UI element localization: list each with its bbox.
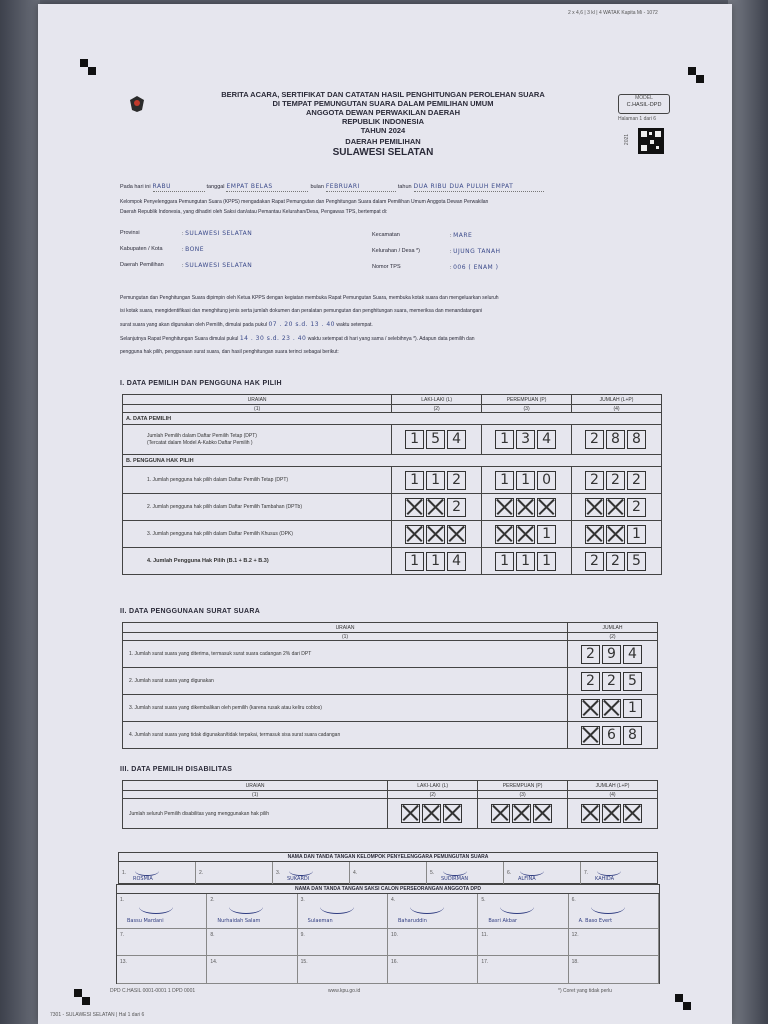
- col-jumlah: JUMLAH (L+P): [568, 781, 658, 791]
- row-label: 3. Jumlah surat suara yang dikembalikan oleh pemilih (karena rusak atau keliru coblos): [123, 695, 568, 722]
- intro-text: [120, 197, 700, 217]
- hari-label: Pada hari ini: [120, 184, 151, 190]
- col-number: (1): [123, 405, 392, 413]
- signature-name: Bassu Mardani: [127, 918, 164, 924]
- col-laki: LAKI-LAKI (L): [392, 395, 482, 405]
- digit-box: 2: [602, 672, 621, 691]
- col-number: (4): [572, 405, 662, 413]
- col-number: (2): [388, 791, 478, 799]
- saksi-signature-cell: [298, 929, 388, 956]
- saksi-title: NAMA DAN TANDA TANGAN SAKSI CALON PERSEORANGAN ANGGOTA DPD: [117, 885, 659, 894]
- digit-box: 1: [623, 699, 642, 718]
- digit-box: 4: [447, 430, 466, 449]
- provinsi-label: Provinsi: [120, 230, 140, 236]
- digit-box: 6: [602, 726, 621, 745]
- bulan-label: bulan: [310, 184, 324, 190]
- digit-box: 2: [606, 471, 625, 490]
- kecamatan-value: MARE: [453, 232, 473, 239]
- row-label: 1. Jumlah pengguna hak pilih dalam Daftar Pemilih Tetap (DPT): [123, 467, 392, 494]
- signature-number: 9.: [300, 932, 305, 938]
- digit-cell: [478, 799, 568, 829]
- digit-box: 2: [585, 430, 604, 449]
- signature-scribble: [229, 900, 263, 914]
- col-perempuan: PEREMPUAN (P): [478, 781, 568, 791]
- digit-cell: [568, 641, 658, 668]
- page-label: Halaman 1 dari 6: [618, 116, 657, 122]
- signature-number: 3.: [276, 870, 281, 876]
- crossed-digit-box: [623, 804, 642, 823]
- ballot-usage-table: [122, 622, 658, 749]
- group-b-label: B. PENGGUNA HAK PILIH: [123, 455, 662, 467]
- crossed-digit-box: [426, 498, 445, 517]
- voter-data-table: [122, 394, 662, 575]
- kpps-signature-cell: [427, 862, 504, 885]
- kabupaten-value: BONE: [185, 246, 205, 253]
- signature-scribble: [410, 900, 444, 914]
- kpps-signature-row: [119, 862, 657, 885]
- col-number: (1): [123, 791, 388, 799]
- signature-name: ROSMIA: [133, 876, 153, 882]
- body-line: waktu setempat di hari yang sama / selebihnya *). Adapun data pemilih dan: [307, 336, 475, 342]
- disability-table: [122, 780, 658, 829]
- fiducial-marker: [683, 1002, 691, 1010]
- signature-name: ALFINA: [518, 876, 536, 882]
- voting-time: 07 . 20 s.d. 13 . 40: [268, 321, 335, 328]
- tps-label: Nomor TPS: [372, 264, 401, 270]
- signature-number: 17.: [481, 959, 489, 965]
- body-line: isi kotak suara, mengidentifikasi dan menghitung jenis serta jumlah dokumen dan peralatan pemungutan dan penghitungan suara, memeriksa dan menandatangani: [120, 308, 483, 314]
- digit-box: 8: [627, 430, 646, 449]
- signature-number: 2.: [210, 897, 215, 903]
- row-label: 3. Jumlah pengguna hak pilih dalam Daftar Pemilih Khusus (DPK): [123, 521, 392, 548]
- saksi-signature-box: [116, 884, 660, 984]
- digit-cell: [482, 548, 572, 575]
- crossed-digit-box: [422, 804, 441, 823]
- digit-box: 8: [623, 726, 642, 745]
- kpps-signature-box: [118, 852, 658, 884]
- col-jumlah: JUMLAH (L+P): [572, 395, 662, 405]
- title-line: ANGGOTA DEWAN PERWAKILAN DAERAH: [305, 108, 461, 117]
- region-label: DAERAH PEMILIHAN: [345, 137, 421, 146]
- kpps-signature-cell: [196, 862, 273, 885]
- crossed-digit-box: [585, 498, 604, 517]
- body-paragraph: [120, 292, 700, 359]
- crossed-digit-box: [512, 804, 531, 823]
- saksi-signature-cell: [478, 956, 568, 984]
- region-title: SULAWESI SELATAN: [332, 147, 434, 158]
- signature-number: 6.: [507, 870, 512, 876]
- digit-box: 0: [537, 471, 556, 490]
- signature-number: 1.: [120, 897, 125, 903]
- digit-cell: [568, 799, 658, 829]
- tanggal-label: tanggal: [206, 184, 225, 190]
- digit-cell: [392, 467, 482, 494]
- digit-box: 3: [516, 430, 535, 449]
- signature-name: Baharuddin: [398, 918, 427, 924]
- title-line: TAHUN 2024: [360, 126, 406, 135]
- digit-cell: [482, 425, 572, 455]
- fiducial-marker: [80, 59, 88, 67]
- col-jumlah: JUMLAH: [568, 623, 658, 633]
- title-line: REPUBLIK INDONESIA: [341, 117, 425, 126]
- signature-number: 4.: [391, 897, 396, 903]
- kelurahan-label: Kelurahan / Desa *): [372, 248, 420, 254]
- kelurahan-value: UJUNG TANAH: [453, 248, 501, 255]
- fiducial-marker: [74, 989, 82, 997]
- digit-cell: [572, 548, 662, 575]
- hari-value: RABU: [153, 182, 205, 192]
- digit-box: 4: [537, 430, 556, 449]
- crossed-digit-box: [537, 498, 556, 517]
- saksi-signature-cell: [207, 956, 297, 984]
- digit-box: 2: [627, 498, 646, 517]
- kecamatan-label: Kecamatan: [372, 232, 400, 238]
- bulan-value: FEBRUARI: [326, 182, 396, 192]
- section-1-title: I. DATA PEMILIH DAN PENGGUNA HAK PILIH: [120, 380, 282, 387]
- signature-number: 3.: [300, 897, 305, 903]
- saksi-signature-cell: [569, 929, 659, 956]
- body-line: pengguna hak pilih, penggunaan surat suara, dan hasil penghitungan suara terinci sebagai berikut:: [120, 349, 339, 355]
- intro-line: Daerah Republik Indonesia, yang dihadiri oleh Saksi dan/atau Pemantau Kelurahan/Desa, Pengawas TPS, bertempat di:: [120, 209, 388, 215]
- signature-scribble: [320, 900, 354, 914]
- col-uraian: URAIAN: [123, 395, 392, 405]
- counting-time: 14 . 30 s.d. 23 . 40: [239, 335, 307, 342]
- crossed-digit-box: [495, 498, 514, 517]
- digit-cell: [482, 494, 572, 521]
- section-2-title: II. DATA PENGGUNAAN SURAT SUARA: [120, 608, 261, 615]
- digit-box: 1: [426, 552, 445, 571]
- digit-box: 5: [426, 430, 445, 449]
- tps-value: 006 ( ENAM ): [453, 264, 499, 271]
- body-line: Selanjutnya Rapat Penghitungan Suara dimulai pukul: [120, 336, 239, 342]
- signature-name: Sulaeman: [307, 918, 333, 924]
- crossed-digit-box: [426, 525, 445, 544]
- footer-center: www.kpu.go.id: [328, 988, 361, 994]
- digit-box: 1: [495, 430, 514, 449]
- digit-box: 1: [405, 552, 424, 571]
- digit-box: 1: [405, 471, 424, 490]
- kpps-signature-cell: [504, 862, 581, 885]
- digit-box: 2: [447, 471, 466, 490]
- col-number: (1): [123, 633, 568, 641]
- digit-cell: [482, 467, 572, 494]
- kpps-signature-cell: [273, 862, 350, 885]
- kpps-signature-cell: [350, 862, 427, 885]
- crossed-digit-box: [443, 804, 462, 823]
- digit-cell: [482, 521, 572, 548]
- signature-scribble: [443, 866, 467, 876]
- crossed-digit-box: [447, 525, 466, 544]
- digit-box: 1: [405, 430, 424, 449]
- digit-cell: [572, 467, 662, 494]
- saksi-signature-cell: [117, 929, 207, 956]
- row-label: 2. Jumlah surat suara yang digunakan: [123, 668, 568, 695]
- intro-line: Kelompok Penyelenggara Pemungutan Suara (KPPS) mengadakan Rapat Pemungutan dan Penghitungan Suara dalam Pemilihan Umum Anggota Dewan Perwakilan: [120, 199, 489, 205]
- signature-number: 18.: [571, 959, 579, 965]
- saksi-signature-cell: [478, 894, 568, 929]
- signature-name: KAHIDA: [595, 876, 615, 882]
- signature-number: 15.: [300, 959, 308, 965]
- signature-scribble: [591, 900, 625, 914]
- digit-cell: [568, 668, 658, 695]
- signature-number: 2.: [199, 870, 204, 876]
- body-line: waktu setempat.: [336, 322, 373, 328]
- model-code: C.HASIL-DPD: [626, 102, 662, 108]
- body-line: Pemungutan dan Penghitungan Suara dipimpin oleh Ketua KPPS dengan kegiatan membuka Rapat Pemungutan Suara, membuka kotak suara dan mengeluarkan seluruh: [120, 295, 499, 301]
- section-3-title: III. DATA PEMILIH DISABILITAS: [120, 766, 233, 773]
- signature-scribble: [139, 900, 173, 914]
- signature-number: 12.: [571, 932, 579, 938]
- digit-box: 2: [585, 471, 604, 490]
- crossed-digit-box: [606, 525, 625, 544]
- tanggal-value: EMPAT BELAS: [226, 182, 308, 192]
- saksi-signature-cell: [117, 894, 207, 929]
- signature-scribble: [520, 866, 544, 876]
- crossed-digit-box: [585, 525, 604, 544]
- title-line: BERITA ACARA, SERTIFIKAT DAN CATATAN HASIL PENGHITUNGAN PEROLEHAN SUARA: [221, 90, 545, 99]
- signature-name: SUKARDI: [287, 876, 310, 882]
- row-label: 4. Jumlah surat suara yang tidak digunakan/tidak terpakai, termasuk sisa surat suara cadangan: [123, 722, 568, 749]
- crossed-digit-box: [491, 804, 510, 823]
- digit-box: 2: [581, 672, 600, 691]
- saksi-signature-cell: [298, 894, 388, 929]
- digit-box: 1: [537, 552, 556, 571]
- col-number: (2): [392, 405, 482, 413]
- crossed-digit-box: [405, 498, 424, 517]
- row-note: (Tercatat dalam Model A-Kabko Daftar Pemilih ): [147, 439, 253, 446]
- signature-name: Basri Akbar: [488, 918, 518, 924]
- body-line: surat suara yang akan digunakan oleh Pemilih, dimulai pada pukul: [120, 322, 268, 328]
- kpps-signature-cell: [581, 862, 657, 885]
- kpu-logo-icon: [130, 96, 144, 112]
- group-a-label: A. DATA PEMILIH: [123, 413, 662, 425]
- footer-left: DPD C.HASIL 0001-0001 1 DPD 0001: [110, 988, 196, 994]
- crossed-digit-box: [602, 804, 621, 823]
- digit-box: 1: [495, 471, 514, 490]
- col-number: (3): [482, 405, 572, 413]
- signature-number: 14.: [210, 959, 218, 965]
- digit-cell: [392, 425, 482, 455]
- crossed-digit-box: [602, 699, 621, 718]
- model-box: [618, 94, 670, 114]
- kpps-signature-cell: [119, 862, 196, 885]
- crossed-digit-box: [533, 804, 552, 823]
- fiducial-marker: [688, 67, 696, 75]
- signature-scribble: [597, 866, 621, 876]
- signature-number: 8.: [210, 932, 215, 938]
- row-label: Jumlah Pemilih dalam Daftar Pemilih Tetap (DPT): [147, 432, 257, 439]
- signature-number: 16.: [391, 959, 398, 965]
- digit-cell: [392, 494, 482, 521]
- digit-cell: [572, 494, 662, 521]
- col-number: (2): [568, 633, 658, 641]
- kabupaten-label: Kabupaten / Kota: [120, 246, 163, 252]
- digit-box: 1: [627, 525, 646, 544]
- digit-box: 9: [602, 645, 621, 664]
- signature-number: 6.: [571, 897, 576, 903]
- digit-box: 5: [623, 672, 642, 691]
- saksi-signature-cell: [388, 894, 478, 929]
- signature-number: 10.: [391, 932, 398, 938]
- col-perempuan: PEREMPUAN (P): [482, 395, 572, 405]
- footer-bottom: 7301 - SULAWESI SELATAN | Hal 1 dari 6: [50, 1012, 145, 1018]
- row-label: 2. Jumlah pengguna hak pilih dalam Daftar Pemilih Tambahan (DPTb): [123, 494, 392, 521]
- signature-scribble: [135, 866, 159, 876]
- digit-box: 2: [606, 552, 625, 571]
- signature-number: 7.: [584, 870, 589, 876]
- digit-cell: [568, 722, 658, 749]
- daerah-value: SULAWESI SELATAN: [185, 262, 253, 269]
- digit-box: 2: [447, 498, 466, 517]
- digit-box: 1: [537, 525, 556, 544]
- digit-box: 1: [516, 552, 535, 571]
- digit-cell: [572, 425, 662, 455]
- signature-number: 11.: [481, 932, 488, 938]
- saksi-signature-cell: [117, 956, 207, 984]
- digit-cell: [568, 695, 658, 722]
- signature-name: SUDIRMAN: [441, 876, 469, 882]
- crossed-digit-box: [495, 525, 514, 544]
- crossed-digit-box: [516, 498, 535, 517]
- digit-box: 4: [447, 552, 466, 571]
- title-line: DI TEMPAT PEMUNGUTAN SUARA DALAM PEMILIHAN UMUM: [272, 99, 494, 108]
- crossed-digit-box: [606, 498, 625, 517]
- row-label: 1. Jumlah surat suara yang diterima, termasuk surat suara cadangan 2% dari DPT: [123, 641, 568, 668]
- col-laki: LAKI-LAKI (L): [388, 781, 478, 791]
- saksi-signature-cell: [388, 929, 478, 956]
- signature-name: Nurhaidah Salam: [217, 918, 261, 924]
- crossed-digit-box: [516, 525, 535, 544]
- signature-number: 4.: [353, 870, 358, 876]
- digit-box: 2: [581, 645, 600, 664]
- digit-box: 2: [585, 552, 604, 571]
- digit-cell: [392, 548, 482, 575]
- crossed-digit-box: [581, 726, 600, 745]
- digit-cell: [388, 799, 478, 829]
- crossed-digit-box: [581, 804, 600, 823]
- saksi-signature-cell: [207, 929, 297, 956]
- digit-box: 5: [627, 552, 646, 571]
- digit-cell: [572, 521, 662, 548]
- qr-code-icon: [638, 128, 664, 154]
- col-number: (3): [478, 791, 568, 799]
- signature-scribble: [289, 866, 313, 876]
- col-number: (4): [568, 791, 658, 799]
- digit-box: 1: [495, 552, 514, 571]
- daerah-label: Daerah Pemilihan: [120, 262, 164, 268]
- digit-box: 1: [426, 471, 445, 490]
- signature-number: 13.: [120, 959, 127, 965]
- kpps-title: NAMA DAN TANDA TANGAN KELOMPOK PENYELENGGARA PEMUNGUTAN SUARA: [119, 853, 657, 862]
- digit-box: 8: [606, 430, 625, 449]
- crossed-digit-box: [581, 699, 600, 718]
- digit-box: 2: [627, 471, 646, 490]
- tahun-label: tahun: [397, 184, 412, 190]
- footer-right: *) Coret yang tidak perlu: [558, 988, 612, 994]
- saksi-signature-grid: [117, 894, 659, 984]
- fiducial-marker: [82, 997, 90, 1005]
- background-right: [728, 0, 768, 1024]
- tahun-value: DUA RIBU DUA PULUH EMPAT: [414, 182, 544, 192]
- digit-cell: [392, 521, 482, 548]
- corner-text: 2 x 4,6 | 3 kl | 4 WATAK Kapita Mi - 1072: [568, 10, 658, 16]
- crossed-digit-box: [405, 525, 424, 544]
- signature-scribble: [500, 900, 534, 914]
- signature-number: 5.: [430, 870, 435, 876]
- model-label: MODEL: [635, 95, 653, 101]
- col-uraian: URAIAN: [123, 781, 388, 791]
- digit-box: 1: [516, 471, 535, 490]
- saksi-signature-cell: [569, 956, 659, 984]
- row-label: 4. Jumlah Pengguna Hak Pilih (B.1 + B.2 + B.3): [123, 548, 392, 575]
- signature-name: A. Baso Evert: [578, 918, 613, 924]
- form-title: [188, 90, 578, 159]
- saksi-signature-cell: [478, 929, 568, 956]
- signature-number: 7.: [120, 932, 125, 938]
- signature-number: 5.: [481, 897, 486, 903]
- date-line: [120, 182, 680, 192]
- saksi-signature-cell: [207, 894, 297, 929]
- row-label: Jumlah seluruh Pemilih disabilitas yang menggunakan hak pilih: [123, 799, 388, 829]
- fiducial-marker: [675, 994, 683, 1002]
- background-left: [0, 0, 40, 1024]
- crossed-digit-box: [401, 804, 420, 823]
- saksi-signature-cell: [569, 894, 659, 929]
- digit-box: 4: [623, 645, 642, 664]
- saksi-signature-cell: [298, 956, 388, 984]
- col-uraian: URAIAN: [123, 623, 568, 633]
- fiducial-marker: [88, 67, 96, 75]
- provinsi-value: SULAWESI SELATAN: [185, 230, 253, 237]
- fiducial-marker: [696, 75, 704, 83]
- qr-text: 2021: [624, 133, 631, 146]
- signature-number: 1.: [122, 870, 127, 876]
- saksi-signature-cell: [388, 956, 478, 984]
- document-page: 2 x 4,6 | 3 kl | 4 WATAK Kapita Mi - 1072 BERITA ACARA, SERTIFIKAT DAN CATATAN HASIL PENGHITUNGAN PEROLEHAN SUARA DI TEMPAT PEMUNGUTAN SUARA DALAM PEMILIHAN UMUM ANGGOTA DEWAN PERWAKILAN DAERAH REPUBLIK INDONESIA TAHUN 2024 DAERAH PEMILIHAN SULAWESI SELATAN MODEL C.HASIL-DPD Halaman 1 dari 6 2021 Pada hari ini RABU tanggal EMPAT BELAS bulan FEBRUARI tahun DUA RIBU DUA PULUH EMPAT Kelompok Penyelenggara Pemungutan Suara (KPPS) mengadakan Rapat Pemungutan dan Penghitungan Suara dalam Pemilihan Umum Anggota Dewan Perwakilan Daerah Republik Indonesia, yang dihadiri oleh Saksi dan/atau Pemantau Kelurahan/Desa, Pengawas TPS, bertempat di: Provinsi : SULAWESI SELATAN Kabupaten / Kota : BONE Daerah Pemilihan : SULAWESI SELATAN Kecamatan : MARE Kelurahan / Desa *) : UJUNG TANAH Nomor TPS : 006 ( ENAM ) Pemungutan dan Penghitungan Suara dipimpin oleh Ketua KPPS dengan kegiatan membuka Rapat Pemungutan Suara, membuka kotak suara dan mengeluarkan seluruh isi kotak suara, mengidentifikasi dan menghitung jenis serta jumlah dokumen dan peralatan pemungutan dan penghitungan suara, memeriksa dan menandatangani surat suara yang akan digunakan oleh Pemilih, dimulai pada pukul 07 . 20 s.d. 13 . 40 waktu setempat. Selanjutnya Rapat Penghitungan Suara dimulai pukul 14 . 30 s.d. 23 . 40 waktu setempat di hari yang sama / selebihnya *). Adapun data pemilih dan pengguna hak pilih, penggunaan surat suara, dan hasil penghitungan suara terinci sebagai berikut: I. DATA PEMILIH DAN PENGGUNA HAK PILIH URAIAN LAKI-LAKI (L) PEREMPUAN (P) JUMLAH (L+P) (1) (2) (3) (4) A. DATA PEMILIH Jumlah Pemilih dalam Daftar Pemilih Tetap (DPT) (Tercatat dalam Model A-Kabko Daftar Pemilih ) 1 5 4 1 3 4 2 8 8 B. PENGGUNA HAK PILIH 1. Jumlah pengguna hak pilih dalam Daftar Pemilih Tetap (DPT) 1 1 2 1 1 0 2 2 2 2. Jumlah pengguna hak pilih dalam Daftar Pemilih Tambahan (DPTb) 2 2 3. Jumlah pengguna hak pilih dalam Daftar Pemilih Khusus (DPK) 1 1 4. Jumlah Pengguna Hak Pilih (B.1 + B.2 + B.3) 1 1 4 1 1 1 2 2 5 II. DATA PENGGUNAAN SURAT SUARA URAIAN JUMLAH (1) (2) 1. Jumlah surat suara yang diterima, termasuk surat suara cadangan 2% dari DPT 2 9 4 2. Jumlah surat suara yang digunakan 2 2 5 3. Jumlah surat suara yang dikembalikan oleh pemilih (karena rusak atau keliru coblos) 1 4. Jumlah surat suara yang tidak digunakan/tidak terpakai, termasuk sisa surat suara cadangan 6 8 III. DATA PEMILIH DISABILITAS URAIAN LAKI-LAKI (L) PEREMPUAN (P) JUMLAH (L+P) (1) (2) (3) (4) Jumlah seluruh Pemilih disabilitas yang menggunakan hak pilih NAMA DAN TANDA TANGAN KELOMPOK PENYELENGGARA PEMUNGUTAN SUARA 1. ROSMIA 2. 3. SUKARDI 4. 5. SUDIRMAN 6. ALFINA 7. KAHIDA NAMA DAN TANDA TANGAN SAKSI CALON PERSEORANGAN ANGGOTA DPD 1. Bassu Mardani 2. Nurhaidah Salam 3. Sulaeman 4. Baharuddin 5. Basri Akbar 6. A. Baso Evert 7. 8. 9. 10. 11. 12. 13. 14. 15. 16. 17. 18. DPD C.HASIL 0001-0001 1 DPD 0001 www.kpu.go.id *) Coret yang tidak perlu 7301 - SULAWESI SELATAN | Hal 1 dari 6: [38, 4, 732, 1024]
